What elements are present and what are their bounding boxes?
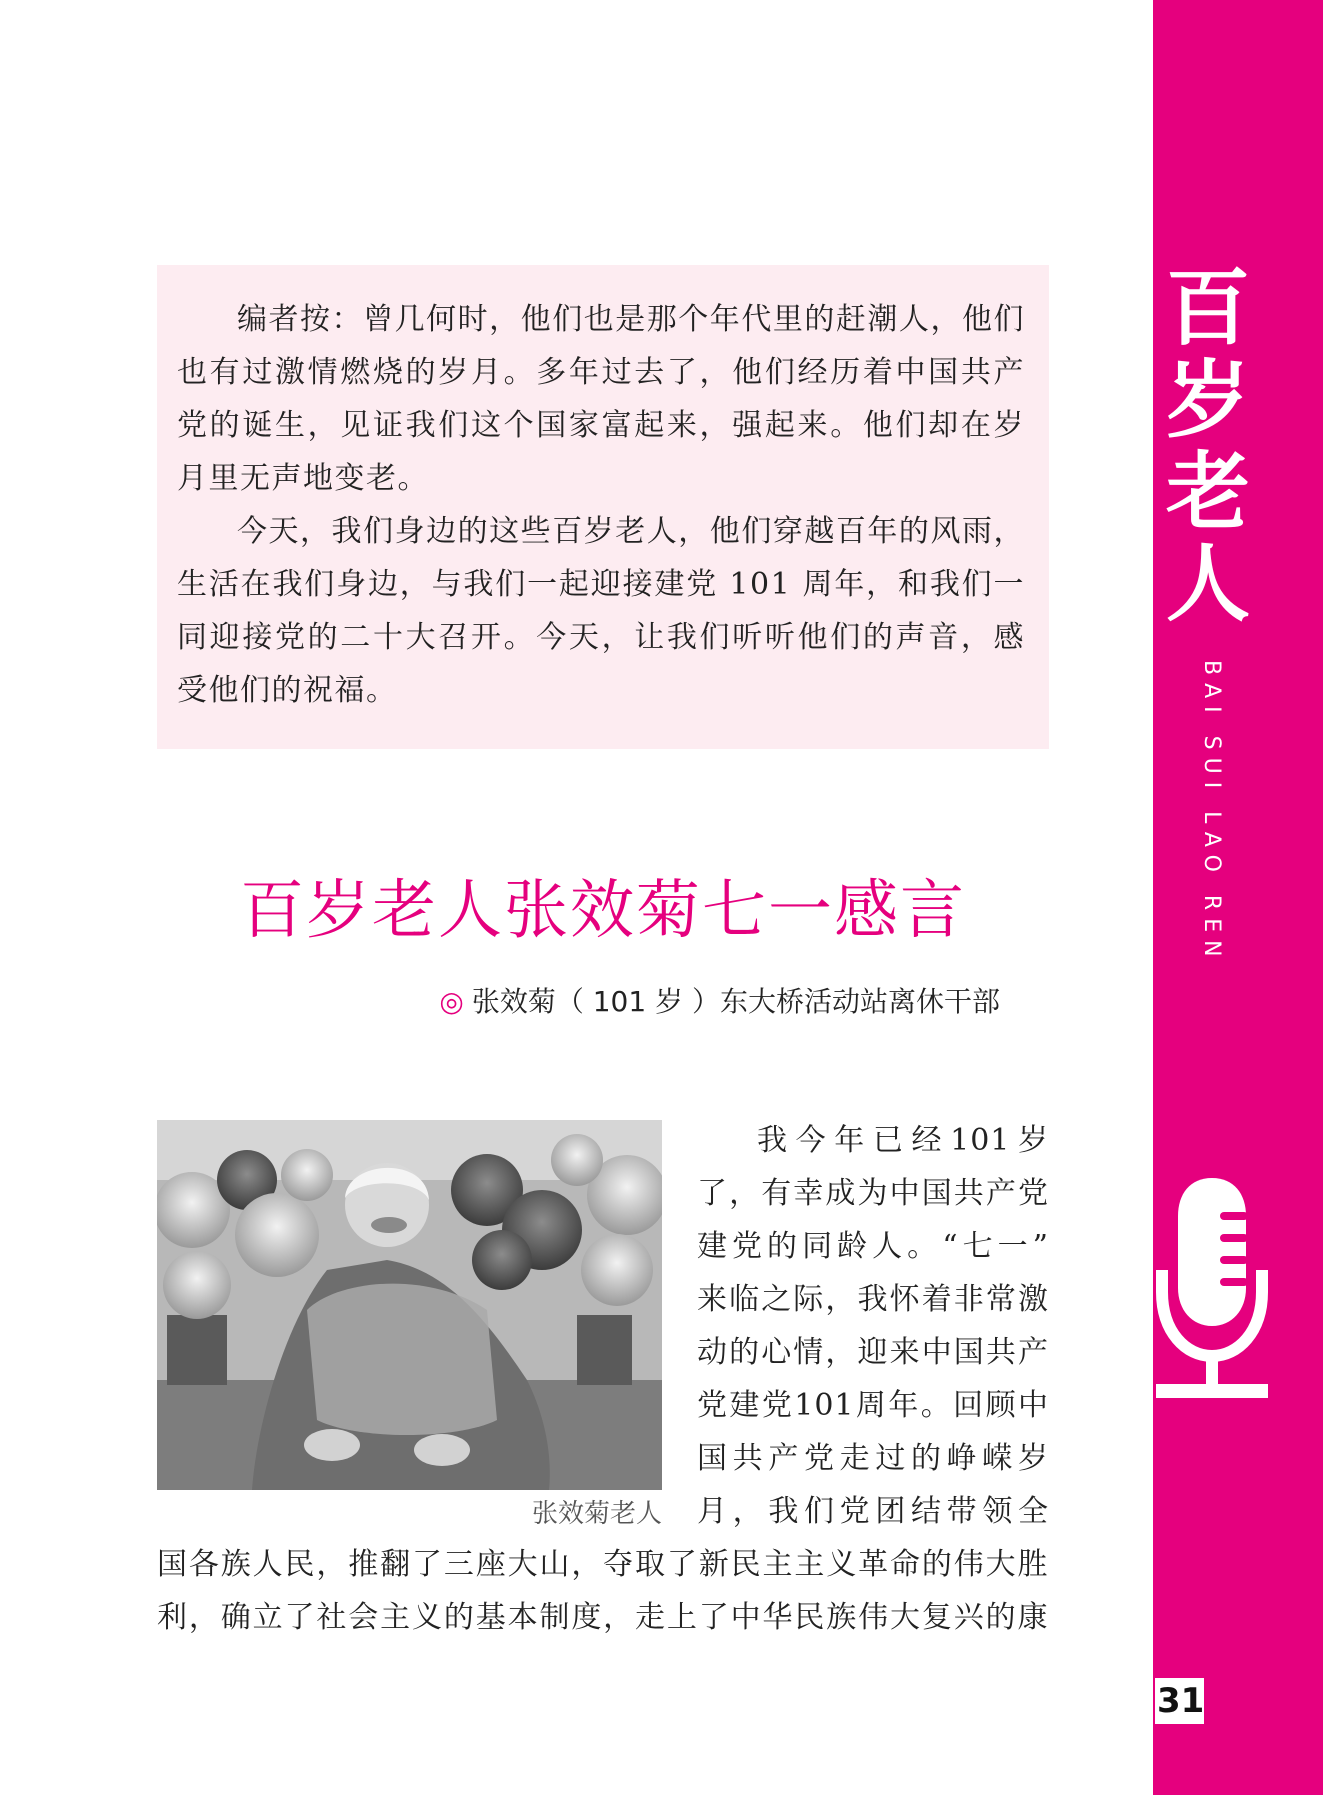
article-body-bottom — [157, 1538, 1049, 1644]
body-line: 国各族人民，推翻了三座大山，夺取了新民主主义革命的伟大胜 — [157, 1547, 1049, 1582]
body-line: 来临之际，我怀着非常激 — [697, 1282, 1049, 1317]
sidebar-title — [1153, 258, 1263, 633]
sidebar-title-char: 老 — [1165, 442, 1250, 541]
article-body-right — [697, 1114, 1049, 1538]
sidebar-pinyin — [1190, 660, 1250, 1020]
sidebar-title-char: 百 — [1165, 258, 1250, 357]
body-line: 月，我们党团结带领全 — [697, 1494, 1049, 1529]
page-number: 31 — [1155, 1678, 1204, 1724]
byline-bullet-icon: ◎ — [439, 985, 464, 1018]
body-line: 我今年已经101岁 — [757, 1123, 1049, 1158]
editor-note-paragraph: 今天，我们身边的这些百岁老人，他们穿越百年的风雨，生活在我们身边，与我们一起迎接建党 101 周年，和我们一同迎接党的二十大召开。今天，让我们听听他们的声音，感受他们的祝福。 — [177, 514, 1025, 708]
portrait-photo — [157, 1120, 662, 1490]
sidebar-title-char: 岁 — [1165, 350, 1250, 449]
byline — [400, 982, 1000, 1022]
photo-caption: 张效菊老人 — [531, 1499, 662, 1529]
article-title: 百岁老人张效菊七一感言 — [240, 874, 966, 948]
sidebar-title-char: 人 — [1165, 534, 1250, 633]
editor-note-paragraph: 编者按：曾几何时，他们也是那个年代里的赶潮人，他们也有过激情燃烧的岁月。多年过去了，他们经历着中国共产党的诞生，见证我们这个国家富起来，强起来。他们却在岁月里无声地变老。 — [177, 302, 1025, 496]
sidebar-pinyin-text: BAI SUI LAO REN — [1199, 660, 1224, 965]
microphone-icon — [1150, 1160, 1270, 1410]
body-line: 了，有幸成为中国共产党 — [697, 1176, 1049, 1211]
editor-note-box — [157, 265, 1049, 749]
body-line: 动的心情，迎来中国共产 — [697, 1335, 1049, 1370]
body-line: 党建党101周年。回顾中 — [697, 1388, 1049, 1423]
body-line: 国共产党走过的峥嵘岁 — [697, 1441, 1049, 1476]
byline-text: 张效菊（ 101 岁 ）东大桥活动站离休干部 — [471, 985, 1000, 1018]
body-line: 建党的同龄人。“七一” — [697, 1229, 1049, 1264]
body-line: 利，确立了社会主义的基本制度，走上了中华民族伟大复兴的康 — [157, 1600, 1049, 1635]
